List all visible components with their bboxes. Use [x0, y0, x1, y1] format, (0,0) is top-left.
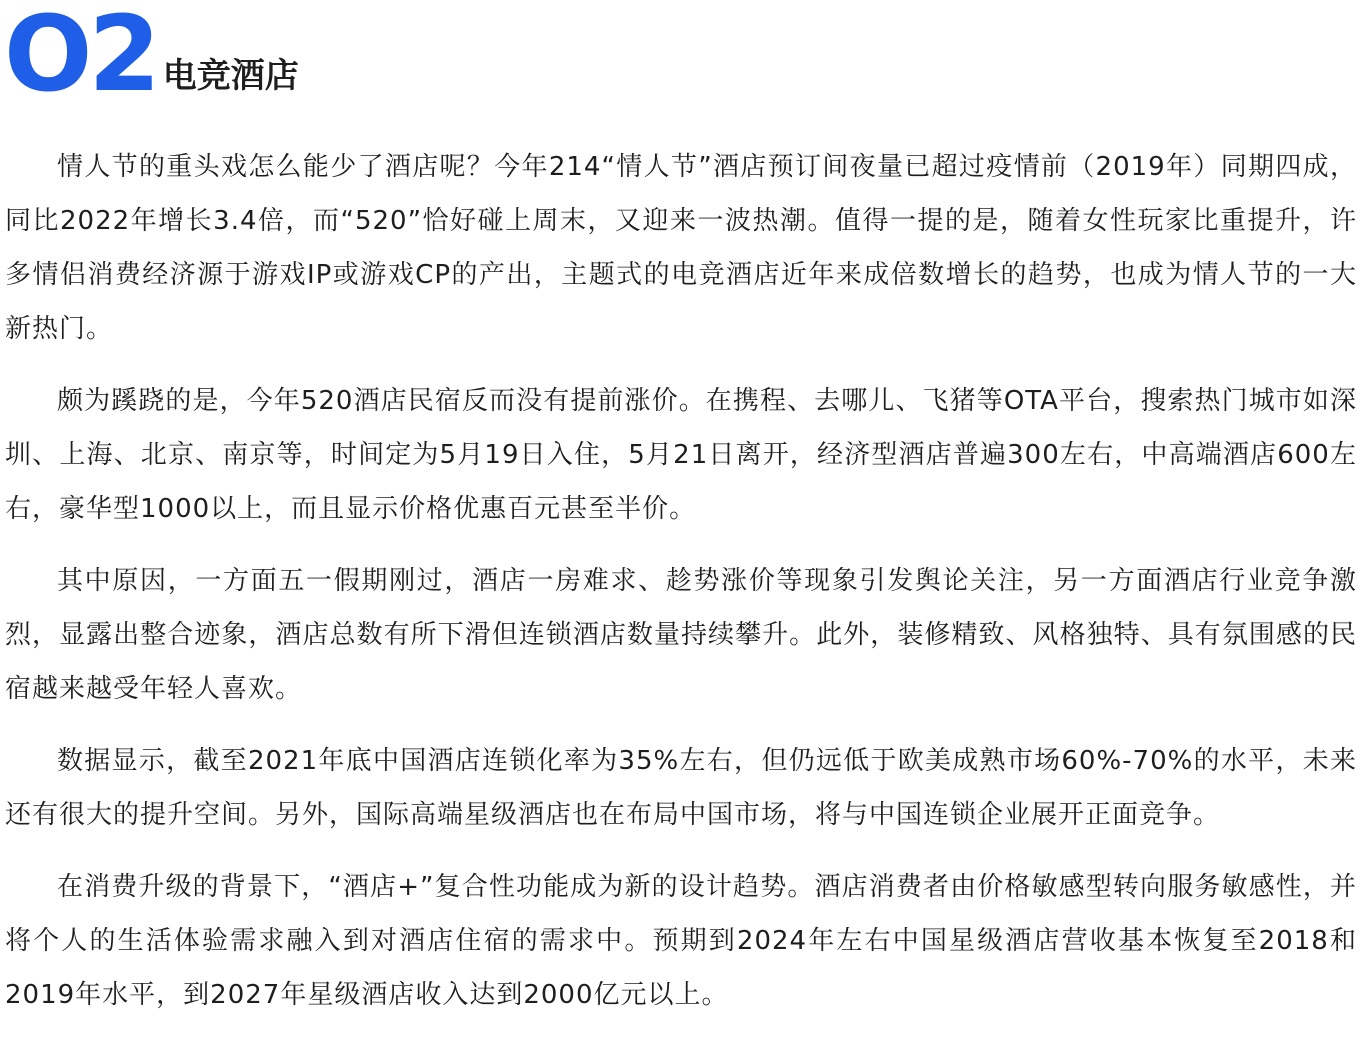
paragraph-1: 情人节的重头戏怎么能少了酒店呢？今年214“情人节”酒店预订间夜量已超过疫情前（2019年）同期四成，同比2022年增长3.4倍，而“520”恰好碰上周末，又迎来一波热潮。值得一提的是，随着女性玩家比重提升，许多情侣消费经济源于游戏IP或游戏CP的产出，主题式的电竞酒店近年来成倍数增长的趋势，也成为情人节的一大新热门。 [5, 152, 1357, 344]
paragraph-4: 数据显示，截至2021年底中国酒店连锁化率为35%左右，但仍远低于欧美成熟市场60%-70%的水平，未来还有很大的提升空间。另外，国际高端星级酒店也在布局中国市场，将与中国连锁企业展开正面竞争。 [5, 746, 1357, 830]
paragraph-2: 颇为蹊跷的是，今年520酒店民宿反而没有提前涨价。在携程、去哪儿、飞猪等OTA平台，搜索热门城市如深圳、上海、北京、南京等，时间定为5月19日入住，5月21日离开，经济型酒店普遍300左右，中高端酒店600左右，豪华型1000以上，而且显示价格优惠百元甚至半价。 [5, 386, 1357, 524]
article-body [5, 140, 1357, 1040]
section-number: O2 [4, 0, 157, 115]
section-title: 电竞酒店 [162, 56, 299, 96]
paragraph-5: 在消费升级的背景下，“酒店+”复合性功能成为新的设计趋势。酒店消费者由价格敏感型转向服务敏感性，并将个人的生活体验需求融入到对酒店住宿的需求中。预期到2024年左右中国星级酒店营收基本恢复至2018和2019年水平，到2027年星级酒店收入达到2000亿元以上。 [5, 872, 1357, 1010]
paragraph-3: 其中原因，一方面五一假期刚过，酒店一房难求、趁势涨价等现象引发舆论关注，另一方面酒店行业竞争激烈，显露出整合迹象，酒店总数有所下滑但连锁酒店数量持续攀升。此外，装修精致、风格独特、具有氛围感的民宿越来越受年轻人喜欢。 [5, 566, 1357, 704]
section-header [4, 0, 299, 115]
